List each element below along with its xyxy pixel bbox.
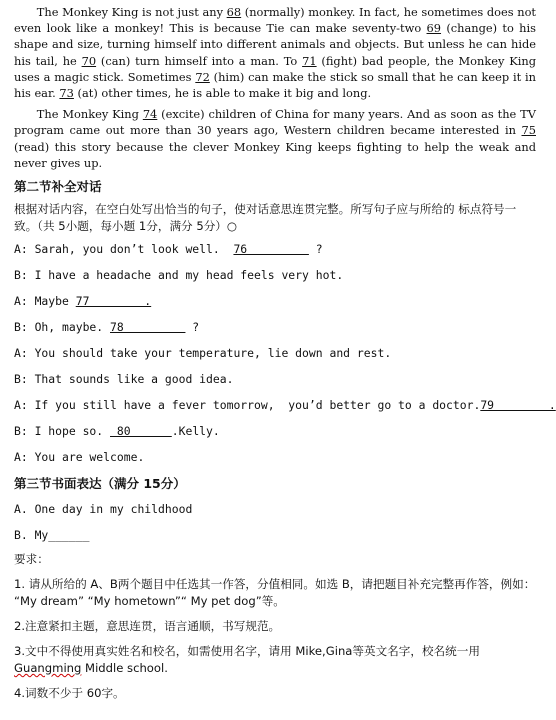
dialogue: [14, 241, 556, 465]
worksheet-page: [14, 4, 556, 702]
text-run: B: I hope so.: [14, 424, 111, 439]
requirements-label: 要求：: [14, 552, 49, 567]
option-a: A. One day in my childhood: [14, 502, 193, 517]
answer-blank: 76: [233, 242, 309, 257]
dialogue-line-4: [14, 319, 536, 335]
passage-paragraph-1: [14, 4, 536, 101]
text-run: The Monkey King: [36, 107, 143, 122]
answer-blank: 72: [195, 69, 210, 84]
requirement-3-text: 3.文中不得使用真实姓名和校名，如需使用名字，请用 Mike,Gina等英文名字，校名统一用: [14, 644, 480, 659]
text-run: (change) to his shape and size, turning himself into different animals and objects. But unless he can hide his tail, he: [14, 21, 536, 68]
text-run: A: You should take your temperature, lie down and rest.: [14, 346, 392, 361]
text-run: .Kelly.: [171, 424, 220, 439]
text-run: ?: [185, 320, 200, 335]
text-run: (can) turn himself into a man. To: [96, 53, 303, 68]
answer-blank: 75: [521, 123, 536, 138]
requirement-4: 4.词数不少于 60字。: [14, 686, 125, 701]
answer-blank: 69: [426, 21, 442, 36]
text-run: B: That sounds like a good idea.: [14, 372, 234, 387]
answer-blank: 78: [110, 320, 186, 335]
dialogue-line-3: [14, 293, 536, 309]
text-run: A: You are welcome.: [14, 450, 145, 465]
text-run: A: Maybe: [14, 294, 76, 309]
text-run: (fight) bad people, the Monkey King uses a magic stick. Sometimes: [14, 53, 536, 84]
text-run: (excite) children of China for many years. And as soon as the TV program came out more than 30 years ago, Western children became interested in: [14, 107, 536, 138]
requirement-1: 1. 请从所给的 A、B两个题目中任选其一作答，分值相同。如选 B，请把题目补充完整再作答，例如： “My dream” “My hometown”“ My pet dog”等。: [14, 577, 536, 609]
text-run: ?: [308, 242, 323, 257]
text-run: A: If you still have a fever tomorrow, you’d better go to a doctor.: [14, 398, 481, 413]
answer-blank: 71: [302, 53, 317, 68]
dialogue-line-9: [14, 449, 536, 465]
text-run: The Monkey King is not just any: [36, 5, 227, 19]
dialogue-line-7: [14, 397, 556, 413]
answer-blank: 70: [81, 53, 97, 68]
school-name: Guangming: [14, 661, 82, 676]
answer-blank: 79 .: [480, 398, 556, 413]
section2-instruction: 根据对话内容，在空白处写出恰当的句子，使对话意思连贯完整。所写句子应与所给的 标点符号一致。（共 5小题，每小题 1分，满分 5分）○: [14, 202, 517, 234]
dialogue-line-5: [14, 345, 536, 361]
text-run: (read) this story because the clever Monkey King keeps fighting to help the weak and never gives up.: [14, 139, 536, 170]
dialogue-line-1: [14, 241, 536, 257]
answer-blank: 77 .: [75, 294, 152, 309]
option-b: B. My______: [14, 528, 90, 543]
section3-title: 第三节书面表达（满分 15分）: [14, 476, 186, 492]
requirement-3-end: Middle school.: [81, 661, 168, 676]
requirement-2: 2.注意紧扣主题，意思连贯，语言通顺，书写规范。: [14, 619, 281, 634]
text-run: (him) can make the stick so small that he can keep it in his ear.: [14, 69, 536, 101]
text-run: A: Sarah, you don’t look well.: [14, 242, 234, 257]
passage-paragraph-2: [14, 106, 536, 171]
dialogue-line-2: [14, 267, 536, 283]
text-run: B: I have a headache and my head feels very hot.: [14, 268, 344, 283]
answer-blank: 73: [59, 86, 74, 101]
answer-blank: 80: [110, 424, 172, 439]
requirement-3: [14, 643, 536, 677]
text-run: (at) other times, he is able to make it big and long.: [73, 86, 372, 101]
text-run: B: Oh, maybe.: [14, 320, 111, 335]
answer-blank: 68: [226, 5, 242, 19]
text-run: (normally) monkey. In fact, he sometimes does not even look like a monkey! This is because Tie can make seventy-two: [14, 5, 536, 36]
section2-title: 第二节补全对话: [14, 179, 102, 195]
answer-blank: 74: [142, 107, 158, 122]
dialogue-line-6: [14, 371, 536, 387]
dialogue-line-8: [14, 423, 536, 439]
